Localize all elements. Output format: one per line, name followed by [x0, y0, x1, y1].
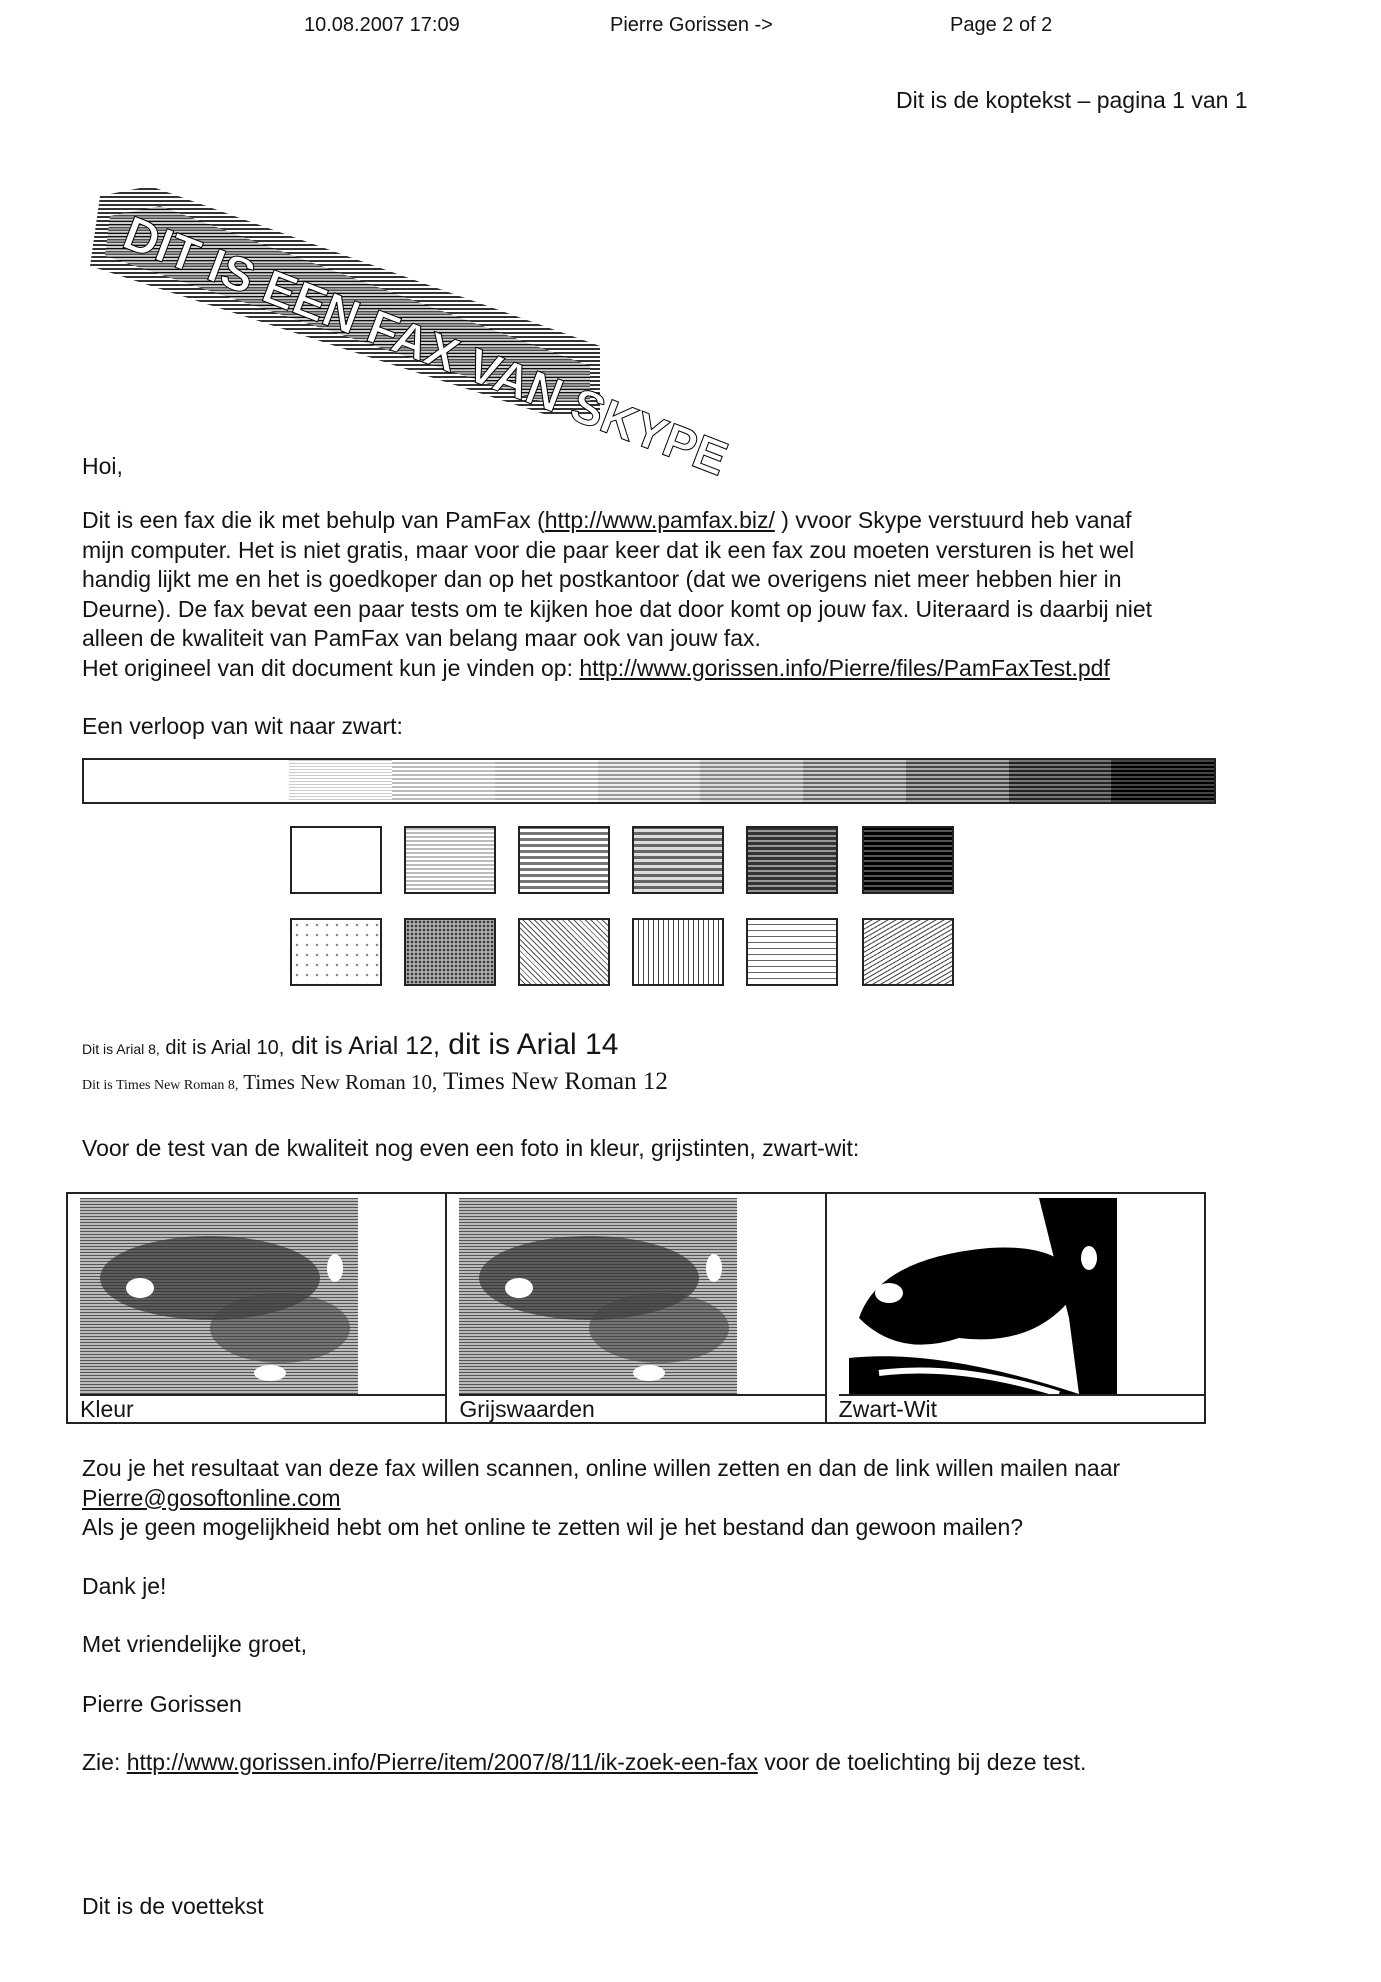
swatch-white: [290, 826, 382, 894]
intro-text: Dit is een fax die ik met behulp van PamFax (: [82, 507, 545, 533]
swatch-dark-lines: [746, 826, 838, 894]
logo-text: DIT IS EEN FAX VAN SKYPE: [116, 206, 735, 487]
arial-samples: [82, 1028, 618, 1062]
swatch-medium-lines: [518, 826, 610, 894]
gradient-segment: [803, 760, 906, 802]
photo-caption-bw: Zwart-Wit: [839, 1394, 1204, 1422]
original-document-link[interactable]: http://www.gorissen.info/Pierre/files/PamFaxTest.pdf: [579, 654, 1110, 681]
request-text: Als je geen mogelijkheid hebt om het online te zetten wil je het bestand dan gewoon mailen?: [82, 1514, 1024, 1540]
arial-14-sample: dit is Arial 14: [439, 1028, 619, 1061]
swatch-medium-lines-2: [632, 826, 724, 894]
greeting: Hoi,: [82, 453, 123, 479]
explanation-link[interactable]: http://www.gorissen.info/Pierre/item/2007/8/11/ik-zoek-een-fax: [126, 1749, 758, 1775]
thanks-text: Dank je!: [82, 1573, 167, 1599]
swatch-black-lines: [862, 826, 954, 894]
swatch-dense-dots: [404, 918, 496, 986]
swatch-diagonal: [518, 918, 610, 986]
photo-table: [66, 1192, 1206, 1424]
swatch-dots: [290, 918, 382, 986]
arial-12-sample: dit is Arial 12,: [284, 1032, 440, 1060]
intro-text: Deurne). De fax bevat een paar tests om te kijken hoe dat door komt op jouw fax. Uiteraard is daarbij niet: [82, 595, 1153, 622]
document-header: Dit is de koptekst – pagina 1 van 1: [896, 87, 1248, 113]
gradient-segment: [1111, 760, 1214, 802]
gradient-segment: [598, 760, 701, 802]
gradient-segment: [289, 760, 392, 802]
see-line: [82, 1748, 1086, 1777]
times-samples: [82, 1068, 668, 1096]
swatch-vertical: [632, 918, 724, 986]
butterfly-photo-color: [80, 1198, 358, 1394]
photo-cell-gray: [447, 1194, 826, 1422]
gradient-segment: [392, 760, 495, 802]
gradient-segment: [1009, 760, 1112, 802]
fax-sender: Pierre Gorissen ->: [610, 14, 773, 36]
request-text: Zou je het resultaat van deze fax willen scannen, online willen zetten en dan de link willen mailen naar: [82, 1455, 1121, 1481]
gradient-segment: [906, 760, 1009, 802]
intro-text: alleen de kwaliteit van PamFax van belang maar ook van jouw fax.: [82, 625, 761, 651]
intro-text: Het origineel van dit document kun je vinden op:: [82, 654, 580, 681]
gradient-segment: [495, 760, 598, 802]
photo-caption-gray: Grijswaarden: [459, 1394, 824, 1422]
times-10-sample: Times New Roman 10,: [238, 1070, 438, 1094]
gradient-segment: [84, 760, 289, 802]
see-suffix: voor de toelichting bij deze test.: [757, 1749, 1087, 1775]
intro-paragraph: [82, 506, 1302, 683]
fax-datetime: 10.08.2007 17:09: [304, 14, 460, 36]
fax-page-number: Page 2 of 2: [950, 14, 1053, 36]
swatch-dashed: [746, 918, 838, 986]
photo-cell-bw: [827, 1194, 1204, 1422]
gradient-segment: [700, 760, 803, 802]
gradient-label: Een verloop van wit naar zwart:: [82, 713, 403, 739]
closing-text: Met vriendelijke groet,: [82, 1631, 307, 1657]
photo-label: Voor de test van de kwaliteit nog even een foto in kleur, grijstinten, zwart-wit:: [82, 1135, 860, 1161]
swatch-waves: [862, 918, 954, 986]
see-prefix: Zie:: [82, 1749, 127, 1775]
pamfax-link[interactable]: http://www.pamfax.biz/: [544, 507, 775, 533]
times-8-sample: Dit is Times New Roman 8,: [82, 1078, 239, 1093]
gradient-bar: [82, 758, 1216, 804]
intro-text: ) vvoor Skype verstuurd heb vanaf: [774, 507, 1132, 533]
photo-caption-color: Kleur: [80, 1394, 445, 1422]
photo-cell-color: [68, 1194, 447, 1422]
swatch-light-lines: [404, 826, 496, 894]
request-paragraph: [82, 1454, 1302, 1543]
butterfly-photo-bw: [839, 1198, 1117, 1394]
intro-text: mijn computer. Het is niet gratis, maar voor die paar keer dat ik een fax zou moeten versturen is het wel: [82, 536, 1135, 563]
butterfly-photo-gray: [459, 1198, 737, 1394]
document-footer: Dit is de voettekst: [82, 1893, 264, 1919]
arial-10-sample: dit is Arial 10,: [159, 1037, 285, 1059]
times-12-sample: Times New Roman 12: [437, 1068, 668, 1095]
arial-8-sample: Dit is Arial 8,: [82, 1041, 160, 1057]
signature: Pierre Gorissen: [82, 1691, 242, 1717]
intro-text: handig lijkt me en het is goedkoper dan op het postkantoor (dat we overigens niet meer hebben hier in: [82, 566, 1122, 592]
email-link[interactable]: Pierre@gosoftonline.com: [82, 1484, 341, 1511]
